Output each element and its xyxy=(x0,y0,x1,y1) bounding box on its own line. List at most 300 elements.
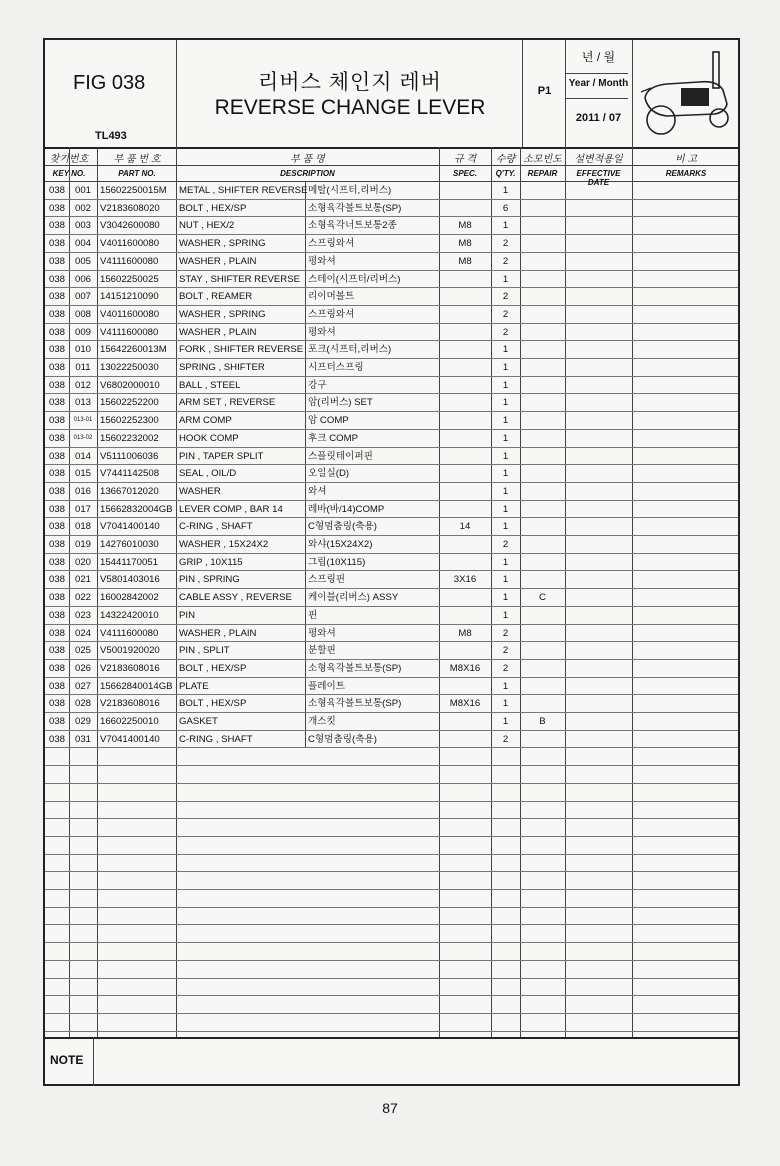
spec-cell: M8X16 xyxy=(449,662,481,674)
description-ko-cell: 스플릿테이퍼핀 xyxy=(308,450,373,462)
fig-cell: 038 xyxy=(48,521,65,533)
spec-cell xyxy=(439,306,491,323)
qty-cell: 1 xyxy=(502,574,509,586)
key-no-cell: 012 xyxy=(74,379,91,391)
spec-cell: M8 xyxy=(458,220,472,232)
spec-cell: 14 xyxy=(459,521,471,533)
spec-cell xyxy=(439,182,491,199)
spec-cell xyxy=(439,483,491,500)
part-no-cell: 13667012020 xyxy=(100,485,159,497)
description-ko-cell: 분할핀 xyxy=(308,645,336,657)
description-ko-cell: 그립(10X115) xyxy=(308,556,366,568)
row-divider xyxy=(45,907,738,908)
repair-cell xyxy=(520,695,565,712)
description-ko-cell: 스프링핀 xyxy=(308,574,346,586)
spec-cell xyxy=(439,430,491,447)
description-en-cell: BOLT , HEX/SP xyxy=(179,202,247,214)
part-no-cell: V4111600080 xyxy=(100,627,159,639)
fig-cell: 038 xyxy=(48,485,65,497)
part-no-cell: V7041400140 xyxy=(100,521,160,533)
row-divider xyxy=(45,1031,738,1032)
row-divider xyxy=(45,978,738,979)
row-divider xyxy=(45,942,738,943)
description-ko-cell: 강구 xyxy=(308,379,327,391)
description-ko-cell: 후크 COMP xyxy=(308,432,358,444)
key-no-cell: 027 xyxy=(74,680,91,692)
spec-cell xyxy=(439,465,491,482)
key-no-cell: 011 xyxy=(75,362,91,373)
description-ko-cell: 와셔 xyxy=(308,485,327,497)
fig-cell: 038 xyxy=(48,450,65,462)
qty-cell: 1 xyxy=(502,503,509,515)
col-part: PART NO. xyxy=(118,169,156,178)
repair-cell xyxy=(520,483,565,500)
row-divider xyxy=(45,871,738,872)
qty-cell: 2 xyxy=(502,291,509,303)
qty-cell: 1 xyxy=(502,397,509,409)
repair-cell xyxy=(520,678,565,695)
part-no-cell: V5001920020 xyxy=(100,645,160,657)
spec-cell xyxy=(439,412,491,429)
fig-cell: 038 xyxy=(48,308,65,320)
description-en-cell: ARM COMP xyxy=(179,415,232,427)
fig-cell: 038 xyxy=(48,539,65,550)
description-en-cell: WASHER , 15X24X2 xyxy=(179,539,269,550)
description-en-cell: PLATE xyxy=(179,680,209,692)
spec-cell xyxy=(439,642,491,659)
description-ko-cell: 암(리버스) SET xyxy=(308,397,373,409)
part-no-cell: V2183608020 xyxy=(100,202,160,214)
fig-cell: 038 xyxy=(48,255,65,267)
repair-cell xyxy=(520,607,565,624)
part-no-cell: 14151210090 xyxy=(100,291,159,303)
description-en-cell: ARM SET , REVERSE xyxy=(179,397,276,409)
qty-cell: 1 xyxy=(502,556,509,568)
description-en-cell: C-RING , SHAFT xyxy=(179,733,253,745)
spec-cell xyxy=(439,341,491,358)
description-ko-cell: 소형육각볼트보통(SP) xyxy=(308,698,402,710)
key-no-cell: 007 xyxy=(74,291,91,303)
key-no-cell: 023 xyxy=(74,609,91,621)
part-no-cell: V4011600080 xyxy=(100,308,160,320)
part-no-cell: 16602250010 xyxy=(100,716,159,727)
spec-cell xyxy=(439,678,491,695)
key-no-cell: 013-02 xyxy=(73,434,93,441)
repair-cell xyxy=(520,341,565,358)
qty-cell: 2 xyxy=(502,255,509,267)
key-no-cell: 009 xyxy=(74,326,91,338)
qty-cell: 1 xyxy=(502,592,509,604)
key-no-cell: 026 xyxy=(74,662,91,674)
page-number: 87 xyxy=(382,1100,398,1116)
qty-cell: 1 xyxy=(502,185,509,196)
description-ko-cell: 스프링와셔 xyxy=(308,308,355,320)
description-en-cell: PIN , SPRING xyxy=(179,574,240,586)
part-no-cell: V2183608016 xyxy=(100,698,160,710)
key-no-cell: 020 xyxy=(74,556,91,568)
repair-cell xyxy=(520,536,565,553)
repair-cell xyxy=(520,288,565,305)
row-divider xyxy=(45,854,738,855)
col-remarks-ko: 비 고 xyxy=(674,154,698,165)
fig-cell: 038 xyxy=(48,698,65,710)
fig-cell: 038 xyxy=(48,397,65,409)
spec-cell xyxy=(439,501,491,518)
repair-cell xyxy=(520,465,565,482)
column-divider xyxy=(565,147,566,1037)
key-no-cell: 018 xyxy=(74,521,91,533)
key-no-cell: 025 xyxy=(74,645,91,657)
description-en-cell: BALL , STEEL xyxy=(179,379,241,391)
key-no-cell: 014 xyxy=(74,450,91,462)
qty-cell: 1 xyxy=(502,609,509,621)
year-month-label-korean: 년 / 월 xyxy=(581,50,616,64)
repair-cell xyxy=(520,731,565,748)
key-no-cell: 031 xyxy=(74,733,91,745)
col-part-ko: 부 품 번 호 xyxy=(113,154,161,165)
col-effective-ko: 설변적용일 xyxy=(574,154,623,165)
description-en-cell: WASHER , PLAIN xyxy=(179,627,257,639)
fig-cell: 038 xyxy=(48,344,65,356)
repair-cell xyxy=(520,253,565,270)
description-en-cell: SPRING , SHIFTER xyxy=(179,362,265,373)
description-en-cell: WASHER , PLAIN xyxy=(179,326,257,338)
tractor-icon xyxy=(637,48,737,140)
spec-cell: 3X16 xyxy=(453,574,477,586)
row-divider xyxy=(45,995,738,996)
description-ko-cell: C형멈춤링(축용) xyxy=(308,521,377,533)
repair-cell xyxy=(520,571,565,588)
description-ko-cell: 평와셔 xyxy=(308,326,336,338)
key-no-cell: 024 xyxy=(74,627,91,639)
qty-cell: 2 xyxy=(502,308,509,320)
key-no-cell: 029 xyxy=(74,716,91,727)
repair-cell xyxy=(520,182,565,199)
qty-cell: 2 xyxy=(502,627,509,639)
description-en-cell: BOLT , REAMER xyxy=(179,291,253,303)
description-ko-cell: 개스킷 xyxy=(308,716,336,727)
model-code: TL493 xyxy=(95,130,127,142)
key-no-cell: 022 xyxy=(74,592,91,604)
page-code: P1 xyxy=(537,85,552,97)
part-no-cell: V4011600080 xyxy=(100,238,160,250)
key-no-cell: 013 xyxy=(74,397,91,409)
key-no-cell: 013-01 xyxy=(73,417,93,424)
spec-cell xyxy=(439,713,491,730)
part-no-cell: 15602252300 xyxy=(100,415,159,427)
description-ko-cell: 포크(시프터,리버스) xyxy=(308,344,392,356)
repair-cell xyxy=(520,200,565,217)
row-divider xyxy=(45,1013,738,1014)
description-en-cell: FORK , SHIFTER REVERSE xyxy=(179,344,304,356)
fig-cell: 038 xyxy=(48,609,65,621)
spec-cell: M8 xyxy=(458,238,472,250)
spec-cell xyxy=(439,288,491,305)
description-ko-cell: 시프터스프링 xyxy=(308,362,364,373)
note-label: NOTE xyxy=(50,1053,84,1067)
fig-cell: 038 xyxy=(48,574,65,586)
column-divider xyxy=(97,147,98,1037)
parts-list-sheet xyxy=(43,38,740,1086)
key-no-cell: 015 xyxy=(74,468,91,480)
description-en-cell: GASKET xyxy=(179,716,218,727)
part-no-cell: 15662832004GB xyxy=(100,503,173,515)
spec-cell xyxy=(439,359,491,376)
qty-cell: 1 xyxy=(502,220,509,232)
description-en-cell: CABLE ASSY , REVERSE xyxy=(179,592,292,604)
fig-cell: 038 xyxy=(48,432,65,444)
description-en-cell: WASHER , PLAIN xyxy=(179,255,257,267)
qty-cell: 1 xyxy=(502,468,509,480)
description-ko-cell: 와샤(15X24X2) xyxy=(308,539,373,550)
repair-cell xyxy=(520,430,565,447)
row-divider xyxy=(45,889,738,890)
key-no-cell: 008 xyxy=(74,308,91,320)
row-divider xyxy=(45,836,738,837)
description-en-cell: WASHER , SPRING xyxy=(179,238,266,250)
part-no-cell: V3042600080 xyxy=(100,220,160,232)
qty-cell: 1 xyxy=(502,362,509,373)
repair-cell xyxy=(520,660,565,677)
spec-cell xyxy=(439,589,491,606)
spec-cell xyxy=(439,271,491,288)
col-qty-ko: 수량 xyxy=(495,154,516,165)
key-no-cell: 010 xyxy=(74,344,91,356)
repair-cell xyxy=(520,642,565,659)
qty-cell: 2 xyxy=(502,733,509,745)
fig-cell: 038 xyxy=(48,238,65,250)
part-no-cell: V7441142508 xyxy=(100,468,160,480)
fig-cell: 038 xyxy=(48,220,65,232)
part-no-cell: V4111600080 xyxy=(100,255,159,267)
key-no-cell: 004 xyxy=(74,238,91,250)
qty-cell: 1 xyxy=(502,521,509,533)
description-ko-cell: 리이머볼트 xyxy=(308,291,355,303)
row-divider xyxy=(45,801,738,802)
spec-cell: M8 xyxy=(458,627,472,639)
year-month-value: 2011 / 07 xyxy=(575,112,622,124)
repair-cell xyxy=(520,359,565,376)
fig-cell: 038 xyxy=(48,556,65,568)
part-no-cell: V4111600080 xyxy=(100,326,159,338)
spec-cell xyxy=(439,200,491,217)
description-en-cell: SEAL , OIL/D xyxy=(179,468,237,480)
description-en-cell: WASHER xyxy=(179,485,221,497)
repair-cell xyxy=(520,501,565,518)
description-ko-cell: 스프링와셔 xyxy=(308,238,355,250)
qty-cell: 2 xyxy=(502,645,509,657)
part-no-cell: 16002842002 xyxy=(100,592,159,604)
repair-cell xyxy=(520,377,565,394)
key-no-cell: 017 xyxy=(74,503,91,515)
fig-cell: 038 xyxy=(48,662,65,674)
part-no-cell: V6802000010 xyxy=(100,379,160,391)
key-no-cell: 003 xyxy=(74,220,91,232)
part-no-cell: 15441170051 xyxy=(100,556,158,568)
fig-cell: 038 xyxy=(48,503,65,515)
part-no-cell: V5801403016 xyxy=(100,574,160,586)
row-divider xyxy=(45,818,738,819)
description-ko-cell: 평와셔 xyxy=(308,255,336,267)
qty-cell: 1 xyxy=(502,716,509,727)
col-effective-date: EFFECTIVE DATE xyxy=(576,169,621,187)
description-ko-cell: C형멈춤링(축용) xyxy=(308,733,377,745)
description-en-cell: NUT , HEX/2 xyxy=(179,220,235,232)
key-no-cell: 001 xyxy=(74,185,91,196)
part-no-cell: 15602232002 xyxy=(100,432,159,444)
column-divider xyxy=(632,147,633,1037)
description-en-cell: PIN xyxy=(179,609,195,621)
repair-cell: C xyxy=(539,592,546,604)
description-en-cell: METAL , SHIFTER REVERSE xyxy=(179,185,307,196)
part-no-cell: 15642260013M xyxy=(100,344,167,356)
qty-cell: 1 xyxy=(502,680,509,692)
title-english: REVERSE CHANGE LEVER xyxy=(214,96,486,119)
part-no-cell: 14276010030 xyxy=(100,539,159,550)
description-ko-cell: 플레이트 xyxy=(308,680,346,692)
qty-cell: 2 xyxy=(502,326,509,338)
year-month-label: Year / Month xyxy=(568,78,629,89)
col-remarks: REMARKS xyxy=(665,169,707,178)
repair-cell xyxy=(520,271,565,288)
description-en-cell: C-RING , SHAFT xyxy=(179,521,253,533)
spec-cell: M8 xyxy=(458,255,472,267)
part-no-cell: 15602250015M xyxy=(100,185,167,196)
description-ko-cell: 소형육각너트보통2종 xyxy=(308,220,397,232)
qty-cell: 2 xyxy=(502,238,509,250)
figure-number: FIG 038 xyxy=(73,72,146,94)
description-en-cell: BOLT , HEX/SP xyxy=(179,662,247,674)
key-no-cell: 006 xyxy=(74,273,91,285)
description-en-cell: PIN , SPLIT xyxy=(179,645,230,657)
spec-cell: M8X16 xyxy=(449,698,481,710)
spec-cell xyxy=(439,607,491,624)
fig-cell: 038 xyxy=(48,680,65,692)
fig-cell: 038 xyxy=(48,716,65,727)
fig-cell: 038 xyxy=(48,273,65,285)
description-ko-cell: 케이블(리버스) ASSY xyxy=(308,592,399,604)
fig-cell: 038 xyxy=(48,415,65,427)
description-ko-cell: 레바(바/14)COMP xyxy=(308,503,385,515)
key-no-cell: 002 xyxy=(74,202,91,214)
part-no-cell: 15662840014GB xyxy=(100,680,173,692)
description-en-cell: GRIP , 10X115 xyxy=(179,556,243,568)
fig-cell: 038 xyxy=(48,627,65,639)
repair-cell xyxy=(520,518,565,535)
row-divider xyxy=(45,783,738,784)
title-korean: 리버스 체인지 레버 xyxy=(258,71,442,94)
part-no-cell: 15602250025 xyxy=(100,273,159,285)
fig-cell: 038 xyxy=(48,202,65,214)
qty-cell: 1 xyxy=(502,698,509,710)
fig-cell: 038 xyxy=(48,592,65,604)
description-en-cell: BOLT , HEX/SP xyxy=(179,698,247,710)
qty-cell: 2 xyxy=(502,662,509,674)
spec-cell xyxy=(439,377,491,394)
fig-cell: 038 xyxy=(48,326,65,338)
qty-cell: 1 xyxy=(502,344,509,356)
repair-cell xyxy=(520,448,565,465)
spec-cell xyxy=(439,448,491,465)
fig-cell: 038 xyxy=(48,362,65,373)
part-no-cell: V2183608016 xyxy=(100,662,160,674)
col-desc: DESCRIPTION xyxy=(280,169,335,178)
key-no-cell: 028 xyxy=(74,698,91,710)
description-en-cell: PIN , TAPER SPLIT xyxy=(179,450,264,462)
description-ko-cell: 소형육각볼트보통(SP) xyxy=(308,202,402,214)
key-no-cell: 021 xyxy=(74,574,91,586)
repair-cell xyxy=(520,235,565,252)
description-en-cell: HOOK COMP xyxy=(179,432,239,444)
row-divider xyxy=(45,765,738,766)
qty-cell: 2 xyxy=(502,539,509,550)
part-no-cell: 15602252200 xyxy=(100,397,159,409)
spec-cell xyxy=(439,731,491,748)
qty-cell: 1 xyxy=(502,432,509,444)
qty-cell: 1 xyxy=(502,415,509,427)
qty-cell: 1 xyxy=(502,379,509,391)
fig-cell: 038 xyxy=(48,645,65,657)
row-divider xyxy=(45,924,738,925)
col-qty: Q'TY. xyxy=(495,169,516,178)
qty-cell: 1 xyxy=(502,485,509,497)
qty-cell: 1 xyxy=(502,273,509,285)
description-ko-cell: 스테이(시프터/리버스) xyxy=(308,273,401,285)
description-ko-cell: 핀 xyxy=(308,609,318,621)
col-repair-ko: 소모빈도 xyxy=(523,154,562,165)
col-repair: REPAIR xyxy=(527,169,558,178)
spec-cell xyxy=(439,536,491,553)
fig-cell: 038 xyxy=(48,185,65,196)
fig-cell: 038 xyxy=(48,733,65,745)
repair-cell xyxy=(520,412,565,429)
key-no-cell: 005 xyxy=(74,255,91,267)
key-no-cell: 016 xyxy=(74,485,91,497)
qty-cell: 6 xyxy=(502,202,509,214)
fig-cell: 038 xyxy=(48,379,65,391)
part-no-cell: 14322420010 xyxy=(100,609,159,621)
spec-cell xyxy=(439,394,491,411)
part-no-cell: V7041400140 xyxy=(100,733,160,745)
repair-cell xyxy=(520,554,565,571)
description-ko-cell: 평와셔 xyxy=(308,627,336,639)
col-desc-ko: 부 품 명 xyxy=(290,154,325,165)
description-ko-cell: 메탈(시프터,리버스) xyxy=(308,185,392,196)
row-divider xyxy=(45,960,738,961)
repair-cell: B xyxy=(539,716,546,727)
spec-cell xyxy=(439,324,491,341)
fig-cell: 038 xyxy=(48,291,65,303)
description-ko-cell: 소형육각볼트보통(SP) xyxy=(308,662,402,674)
repair-cell xyxy=(520,625,565,642)
description-en-cell: LEVER COMP , BAR 14 xyxy=(179,503,283,515)
col-spec-ko: 규 격 xyxy=(453,154,477,165)
description-ko-cell: 암 COMP xyxy=(308,415,349,427)
key-no-cell: 019 xyxy=(74,539,91,550)
qty-cell: 1 xyxy=(502,450,509,462)
description-en-cell: WASHER , SPRING xyxy=(179,308,266,320)
repair-cell xyxy=(520,394,565,411)
part-no-cell: 13022250030 xyxy=(100,362,159,373)
col-spec: SPEC. xyxy=(452,169,477,178)
spec-cell xyxy=(439,554,491,571)
col-key: KEY NO. xyxy=(52,169,86,178)
fig-cell: 038 xyxy=(48,468,65,480)
description-ko-cell: 오일실(D) xyxy=(308,468,350,480)
repair-cell xyxy=(520,217,565,234)
repair-cell xyxy=(520,306,565,323)
col-key-ko: 찾기번호 xyxy=(49,154,89,165)
